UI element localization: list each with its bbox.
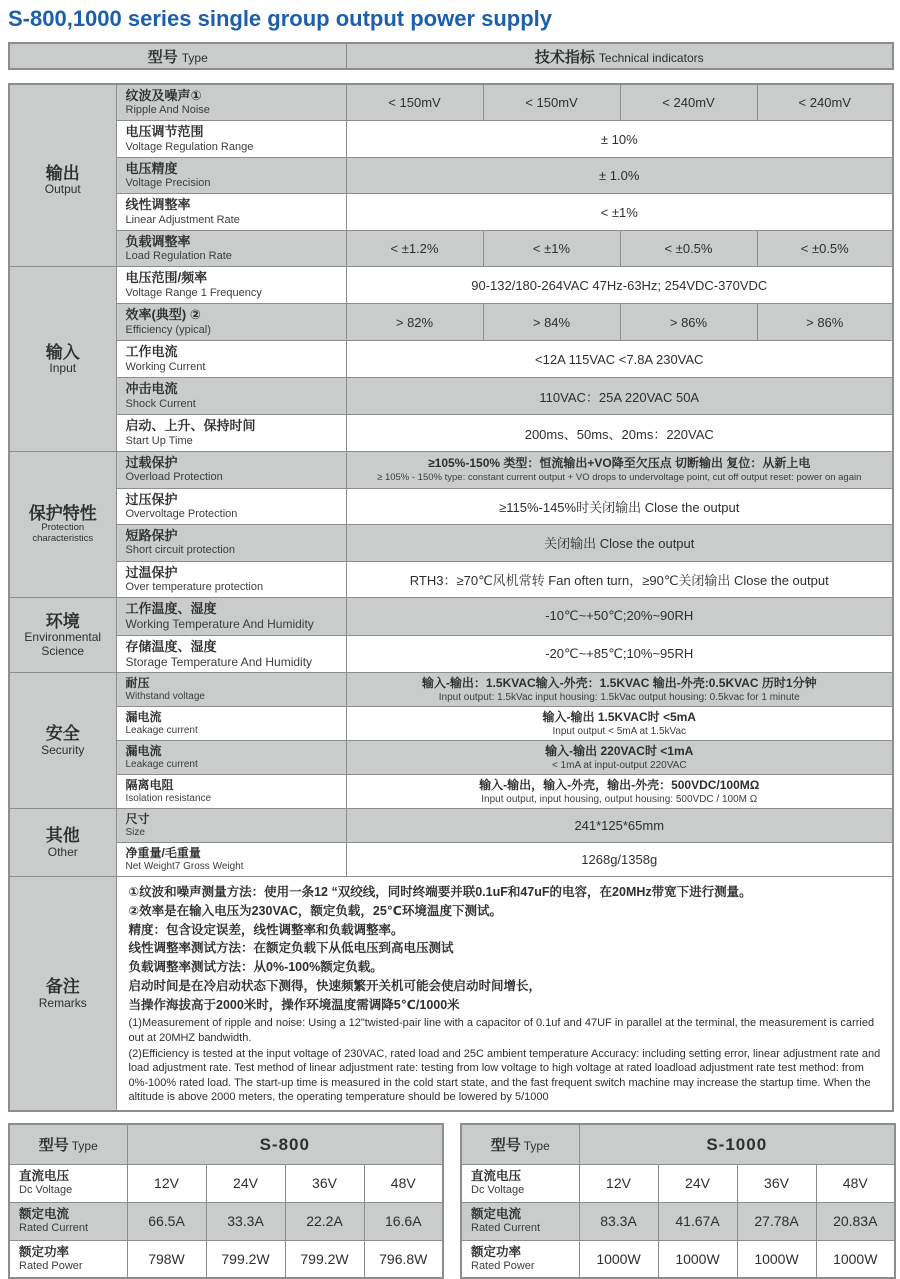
section-label-zh: 保护特性 bbox=[28, 503, 97, 523]
spec-item-label-en: Overvoltage Protection bbox=[125, 507, 238, 520]
spec-item-label-zh: 过温保护 bbox=[125, 564, 178, 580]
spec-value bbox=[346, 673, 893, 707]
remarks-line-en: (1)Measurement of ripple and noise: Using a 12"twisted-pair line with a capacitor of 0.1uf and 47UF in parallel at the terminal, the measurement is carried out at 20MHZ bandwidth. bbox=[128, 1017, 875, 1044]
model-tables bbox=[8, 1123, 892, 1279]
section-label-en: Remarks bbox=[38, 995, 87, 1010]
spec-value: 1268g/1358g bbox=[346, 843, 893, 877]
model-type-en: Type bbox=[523, 1139, 550, 1153]
remarks-line-zh: 负载调整率测试方法：从0%-100%额定负载。 bbox=[128, 960, 383, 975]
spec-item-label bbox=[116, 775, 346, 809]
spec-item-label-zh: 漏电流 bbox=[125, 710, 162, 725]
model-row bbox=[461, 1164, 895, 1202]
remarks-line-zh: ②效率是在输入电压为230VAC，额定负载，25℃环境温度下测试。 bbox=[128, 903, 502, 918]
spec-value: ± 1.0% bbox=[346, 157, 893, 193]
spec-value: 241*125*65mm bbox=[346, 809, 893, 843]
spec-item-label-zh: 启动、上升、保持时间 bbox=[125, 418, 256, 434]
spec-row bbox=[9, 673, 893, 707]
spec-value: 200ms、50ms、20ms：220VAC bbox=[346, 415, 893, 452]
spec-row bbox=[9, 415, 893, 452]
spec-item-label-en: Over temperature protection bbox=[125, 580, 264, 593]
spec-item-label-en: Working Temperature And Humidity bbox=[125, 617, 314, 632]
spec-item-label-en: Voltage Regulation Range bbox=[125, 140, 254, 153]
spec-row bbox=[9, 635, 893, 673]
remarks-line-zh: 当操作海拔高于2000米时，操作环境温度需调降5℃/1000米 bbox=[128, 997, 460, 1012]
spec-row bbox=[9, 809, 893, 843]
section-label-protection bbox=[9, 452, 116, 598]
model-row-label-zh: 额定电流 bbox=[471, 1206, 522, 1221]
spec-value-zh: 输入-输出 220VAC时 <1mA bbox=[545, 743, 694, 758]
spec-item-label bbox=[116, 741, 346, 775]
spec-item-label-zh: 线性调整率 bbox=[125, 197, 191, 213]
spec-value: 110VAC：25A 220VAC 50A bbox=[346, 378, 893, 415]
spec-row bbox=[9, 230, 893, 266]
model-type-header bbox=[9, 1124, 127, 1164]
model-value: 1000W bbox=[658, 1240, 737, 1278]
model-row-label-zh: 额定电流 bbox=[19, 1206, 70, 1221]
model-value: 66.5A bbox=[127, 1202, 206, 1240]
model-row-label bbox=[9, 1240, 127, 1278]
spec-value bbox=[346, 707, 893, 741]
spec-item-label-zh: 电压精度 bbox=[125, 160, 178, 176]
remarks-content bbox=[116, 877, 893, 1112]
spec-value-en: Input output: 1.5kVac input housing: 1.5kVac output housing: 0.5kvac for 1 minute bbox=[438, 691, 800, 703]
spec-item-label-zh: 冲击电流 bbox=[125, 381, 178, 397]
section-label-en: Protection characteristics bbox=[32, 522, 94, 545]
spec-item-label bbox=[116, 304, 346, 341]
spec-value: < 240mV bbox=[620, 84, 757, 121]
model-value: 24V bbox=[658, 1164, 737, 1202]
model-row-label bbox=[9, 1202, 127, 1240]
spec-item-label bbox=[116, 488, 346, 524]
model-type-en: Type bbox=[71, 1139, 98, 1153]
section-label-zh: 其他 bbox=[45, 826, 80, 846]
spec-item-label-zh: 短路保护 bbox=[125, 528, 178, 544]
spec-value: <12A 115VAC <7.8A 230VAC bbox=[346, 341, 893, 378]
model-header-row bbox=[461, 1124, 895, 1164]
spec-item-label-zh: 漏电流 bbox=[125, 744, 162, 759]
model-row-label bbox=[461, 1202, 579, 1240]
model-row-label-en: Rated Current bbox=[471, 1222, 541, 1235]
model-value: 36V bbox=[285, 1164, 364, 1202]
spec-item-label bbox=[116, 194, 346, 230]
spec-value: < ±1% bbox=[483, 230, 620, 266]
type-header-cell bbox=[9, 43, 346, 69]
section-label-en: Input bbox=[49, 361, 77, 376]
model-row bbox=[9, 1240, 443, 1278]
tech-header-cell bbox=[346, 43, 893, 69]
spec-item-label bbox=[116, 267, 346, 304]
spec-item-label-en: Shock Current bbox=[125, 397, 196, 410]
model-value: 16.6A bbox=[364, 1202, 443, 1240]
model-type-zh: 型号 bbox=[38, 1137, 69, 1154]
model-name: S-1000 bbox=[579, 1124, 895, 1164]
model-value: 798W bbox=[127, 1240, 206, 1278]
model-name: S-800 bbox=[127, 1124, 443, 1164]
spec-item-label-zh: 工作温度、湿度 bbox=[125, 600, 217, 616]
spec-item-label-zh: 电压调节范围 bbox=[125, 124, 204, 140]
spec-value-zh: ≥105%-150% 类型：恒流输出+VO降至欠压点 切断输出 复位：从新上电 bbox=[428, 456, 811, 471]
section-label-output bbox=[9, 84, 116, 267]
spec-item-label-en: Efficiency (ypical) bbox=[125, 323, 211, 336]
model-header-row bbox=[9, 1124, 443, 1164]
model-value: 799.2W bbox=[206, 1240, 285, 1278]
spec-row bbox=[9, 707, 893, 741]
model-row-label-zh: 额定功率 bbox=[471, 1244, 522, 1259]
spec-value: 关闭输出 Close the output bbox=[346, 525, 893, 561]
spec-item-label-zh: 净重量/毛重量 bbox=[125, 846, 201, 861]
spec-item-label-zh: 存储温度、湿度 bbox=[125, 638, 217, 654]
spec-item-label bbox=[116, 415, 346, 452]
spec-row bbox=[9, 877, 893, 1112]
spec-value: > 86% bbox=[757, 304, 893, 341]
model-row-label-zh: 直流电压 bbox=[19, 1168, 70, 1183]
spec-value-zh: 输入-输出：1.5KVAC输入-外壳：1.5KVAC 输出-外壳:0.5KVAC 历时1分钟 bbox=[421, 675, 817, 690]
model-row-label-en: Dc Voltage bbox=[19, 1184, 73, 1197]
section-label-zh: 备注 bbox=[45, 977, 80, 997]
spec-item-label-en: Voltage Range 1 Frequency bbox=[125, 286, 262, 299]
spec-value: < ±0.5% bbox=[620, 230, 757, 266]
model-value: 1000W bbox=[579, 1240, 658, 1278]
spec-value: > 84% bbox=[483, 304, 620, 341]
spec-item-label bbox=[116, 230, 346, 266]
spec-item-label bbox=[116, 707, 346, 741]
header-band-row bbox=[9, 43, 893, 69]
section-label-other bbox=[9, 809, 116, 877]
spec-item-label-en: Overload Protection bbox=[125, 471, 223, 484]
model-value: 1000W bbox=[816, 1240, 895, 1278]
spec-item-label-en: Start Up Time bbox=[125, 434, 193, 447]
spec-value: RTH3：≥70℃风机常转 Fan often turn，≥90℃关闭输出 Close the output bbox=[346, 561, 893, 597]
spec-table-body bbox=[9, 84, 893, 1111]
model-row bbox=[9, 1202, 443, 1240]
spec-row bbox=[9, 561, 893, 597]
spec-row bbox=[9, 267, 893, 304]
spec-item-label-zh: 电压范围/频率 bbox=[125, 270, 208, 286]
section-label-remarks bbox=[9, 877, 116, 1112]
spec-item-label-en: Leakage current bbox=[125, 725, 198, 737]
spec-row bbox=[9, 84, 893, 121]
spec-row bbox=[9, 843, 893, 877]
section-label-en: Other bbox=[47, 844, 78, 859]
spec-item-label-zh: 过压保护 bbox=[125, 491, 178, 507]
spec-value-en: Input output, input housing, output housing: 500VDC / 100M Ω bbox=[481, 793, 758, 805]
model-row-label-en: Dc Voltage bbox=[471, 1184, 525, 1197]
model-row-label-en: Rated Power bbox=[19, 1260, 83, 1273]
spec-item-label bbox=[116, 84, 346, 121]
tech-header-zh: 技术指标 bbox=[534, 48, 595, 66]
spec-value: < 150mV bbox=[346, 84, 483, 121]
model-value: 33.3A bbox=[206, 1202, 285, 1240]
spec-value-zh: 输入-输出，输入-外壳，输出-外壳：500VDC/100MΩ bbox=[479, 777, 760, 792]
spec-item-label bbox=[116, 673, 346, 707]
spec-item-label-en: Size bbox=[125, 827, 145, 839]
spec-item-label bbox=[116, 843, 346, 877]
spec-item-label bbox=[116, 157, 346, 193]
spec-row bbox=[9, 775, 893, 809]
spec-item-label-en: Storage Temperature And Humidity bbox=[125, 654, 313, 669]
model-row-label-zh: 额定功率 bbox=[19, 1244, 70, 1259]
spec-value bbox=[346, 775, 893, 809]
spec-value: > 86% bbox=[620, 304, 757, 341]
spec-row bbox=[9, 194, 893, 230]
spec-item-label-en: Working Current bbox=[125, 360, 206, 373]
spec-row bbox=[9, 378, 893, 415]
model-value: 41.67A bbox=[658, 1202, 737, 1240]
model-value: 12V bbox=[127, 1164, 206, 1202]
section-label-environment bbox=[9, 597, 116, 672]
spec-item-label bbox=[116, 561, 346, 597]
model-table-s800 bbox=[8, 1123, 444, 1279]
spec-value-en: < 1mA at input-output 220VAC bbox=[551, 759, 687, 771]
model-type-zh: 型号 bbox=[490, 1137, 521, 1154]
model-row bbox=[461, 1202, 895, 1240]
spec-item-label-zh: 负载调整率 bbox=[125, 233, 191, 249]
spec-item-label-zh: 工作电流 bbox=[125, 344, 178, 360]
spec-row bbox=[9, 741, 893, 775]
model-value: 22.2A bbox=[285, 1202, 364, 1240]
spec-item-label bbox=[116, 525, 346, 561]
spec-row bbox=[9, 488, 893, 524]
spec-item-label-zh: 耐压 bbox=[125, 676, 150, 691]
spec-item-label-zh: 尺寸 bbox=[125, 812, 150, 827]
spec-value: < ±1% bbox=[346, 194, 893, 230]
spec-item-label bbox=[116, 378, 346, 415]
model-row-label bbox=[461, 1240, 579, 1278]
section-label-zh: 环境 bbox=[45, 611, 80, 631]
model-value: 12V bbox=[579, 1164, 658, 1202]
spec-row bbox=[9, 121, 893, 157]
model-row bbox=[461, 1240, 895, 1278]
spec-item-label-en: Withstand voltage bbox=[125, 691, 205, 703]
model-value: 796.8W bbox=[364, 1240, 443, 1278]
remarks-line-zh: 线性调整率测试方法：在额定负载下从低电压到高电压测试 bbox=[128, 941, 454, 956]
spec-item-label bbox=[116, 597, 346, 635]
model-value: 24V bbox=[206, 1164, 285, 1202]
model-value: 1000W bbox=[737, 1240, 816, 1278]
spec-value: -10℃~+50℃;20%~90RH bbox=[346, 597, 893, 635]
spec-value-en: Input output < 5mA at 1.5kVac bbox=[552, 725, 686, 737]
type-header-en: Type bbox=[181, 50, 208, 65]
model-value: 20.83A bbox=[816, 1202, 895, 1240]
spec-row bbox=[9, 452, 893, 488]
spec-value: < 240mV bbox=[757, 84, 893, 121]
spec-value: < ±0.5% bbox=[757, 230, 893, 266]
spec-item-label-en: Ripple And Noise bbox=[125, 104, 210, 117]
remarks-line-zh: 精度：包含设定误差，线性调整率和负载调整率。 bbox=[128, 922, 404, 937]
spec-item-label-en: Load Regulation Rate bbox=[125, 250, 232, 262]
page-title: S-800,1000 series single group output power supply bbox=[8, 6, 553, 31]
remarks-line-en: (2)Efficiency is tested at the input voltage of 230VAC, rated load and 25C ambient temperature Accuracy: including setting error, linear adjustment rate and load adjustment rate. Test method of linear adjustment rate: testing from low voltage to high voltage at rated loadload adjustment rate test method: from 0%-100% rated load. The start-up time is measured in the cold start state, and the fast frequent switch machine may increase the startup time. When the altitude is above 2000 meters, the operating temperature should be lowered by 5/1000 bbox=[128, 1048, 881, 1103]
spec-value: > 82% bbox=[346, 304, 483, 341]
section-label-en: Security bbox=[41, 742, 85, 757]
spec-item-label-en: Net Weight7 Gross Weight bbox=[125, 861, 244, 873]
spec-item-label-zh: 效率(典型) ② bbox=[125, 307, 201, 323]
model-row-label bbox=[9, 1164, 127, 1202]
section-label-en: Environmental Science bbox=[24, 630, 102, 658]
spec-item-label-zh: 纹波及噪声① bbox=[125, 88, 202, 103]
spec-value bbox=[346, 741, 893, 775]
spec-item-label-en: Linear Adjustment Rate bbox=[125, 213, 240, 226]
model-row-label-zh: 直流电压 bbox=[471, 1168, 522, 1183]
spec-row bbox=[9, 525, 893, 561]
spec-table bbox=[8, 83, 894, 1112]
spec-item-label-en: Short circuit protection bbox=[125, 544, 235, 557]
section-label-input bbox=[9, 267, 116, 452]
spec-item-label bbox=[116, 121, 346, 157]
model-row-label-en: Rated Current bbox=[19, 1222, 89, 1235]
model-row-label-en: Rated Power bbox=[471, 1260, 535, 1273]
spec-row bbox=[9, 304, 893, 341]
spec-item-label-zh: 隔离电阻 bbox=[125, 778, 174, 793]
spec-item-label-zh: 过载保护 bbox=[125, 455, 178, 471]
spec-item-label bbox=[116, 341, 346, 378]
header-band bbox=[8, 42, 894, 70]
spec-item-label bbox=[116, 452, 346, 488]
spec-item-label-en: Voltage Precision bbox=[125, 177, 211, 190]
model-value: 48V bbox=[364, 1164, 443, 1202]
type-header-zh: 型号 bbox=[147, 48, 178, 66]
spec-value bbox=[346, 452, 893, 488]
model-value: 83.3A bbox=[579, 1202, 658, 1240]
spec-value: ± 10% bbox=[346, 121, 893, 157]
section-label-zh: 安全 bbox=[45, 724, 80, 744]
spec-value: 90-132/180-264VAC 47Hz-63Hz; 254VDC-370VDC bbox=[346, 267, 893, 304]
remarks-line-zh: 启动时间是在冷启动状态下测得，快速频繁开关机可能会使启动时间增长， bbox=[128, 978, 542, 993]
spec-value-en: ≥ 105% - 150% type: constant current output + VO drops to undervoltage point, cut off output reset: power on again bbox=[377, 472, 862, 483]
model-type-header bbox=[461, 1124, 579, 1164]
spec-row bbox=[9, 157, 893, 193]
spec-item-label bbox=[116, 809, 346, 843]
spec-row bbox=[9, 341, 893, 378]
spec-item-label-en: Isolation resistance bbox=[125, 793, 212, 805]
spec-value: -20℃~+85℃;10%~95RH bbox=[346, 635, 893, 673]
section-label-en: Output bbox=[44, 182, 81, 197]
model-row bbox=[9, 1164, 443, 1202]
section-label-security bbox=[9, 673, 116, 809]
section-label-zh: 输出 bbox=[45, 163, 80, 183]
model-row-label bbox=[461, 1164, 579, 1202]
model-value: 48V bbox=[816, 1164, 895, 1202]
model-value: 27.78A bbox=[737, 1202, 816, 1240]
spec-value-zh: 输入-输出 1.5KVAC时 <5mA bbox=[542, 709, 696, 724]
spec-item-label-en: Leakage current bbox=[125, 759, 198, 771]
spec-item-label bbox=[116, 635, 346, 673]
model-table-s1000 bbox=[460, 1123, 896, 1279]
remarks-line-zh: ①纹波和噪声测量方法：使用一条12 “双绞线，同时终端要并联0.1uF和47uF的电容，在20MHz带宽下进行测量。 bbox=[128, 885, 752, 900]
tech-header-en: Technical indicators bbox=[598, 50, 704, 65]
spec-value: ≥115%-145%时关闭输出 Close the output bbox=[346, 488, 893, 524]
spec-value: < 150mV bbox=[483, 84, 620, 121]
section-label-zh: 输入 bbox=[45, 342, 80, 362]
model-value: 36V bbox=[737, 1164, 816, 1202]
spec-value: < ±1.2% bbox=[346, 230, 483, 266]
spec-row bbox=[9, 597, 893, 635]
model-value: 799.2W bbox=[285, 1240, 364, 1278]
